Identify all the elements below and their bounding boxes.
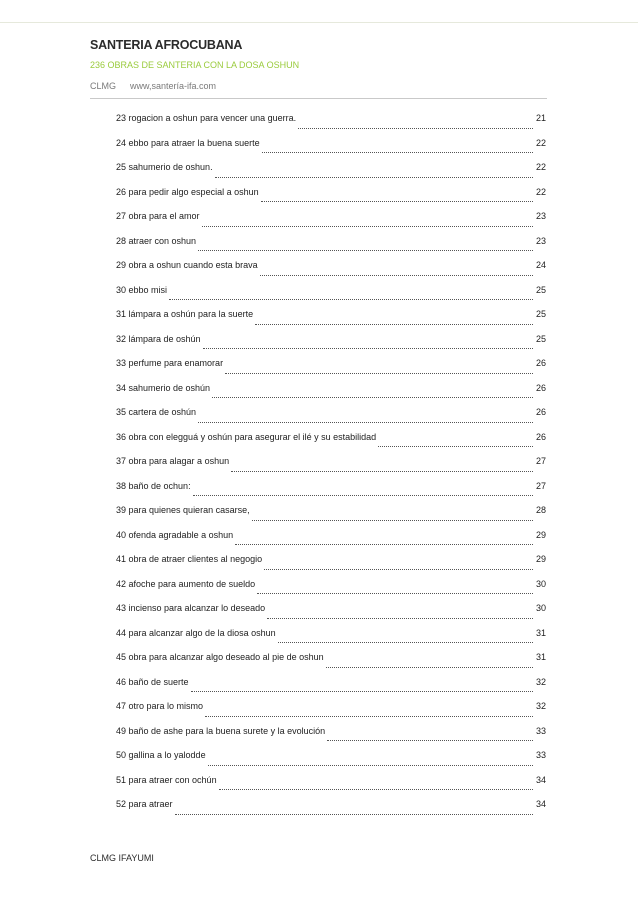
toc-page-number: 22	[535, 162, 546, 173]
toc-page-number: 25	[535, 284, 546, 295]
toc-dot-leader	[203, 348, 533, 349]
toc-page-number: 23	[535, 211, 546, 222]
toc-page-number: 30	[535, 603, 546, 614]
toc-page-number: 34	[535, 799, 546, 810]
toc-entry-title: 37 obra para alagar a oshun	[116, 456, 230, 467]
toc-page-number: 33	[535, 725, 546, 736]
toc-entry-title: 44 para alcanzar algo de la diosa oshun	[116, 627, 276, 638]
toc-page-number: 27	[535, 480, 546, 491]
toc-entry-title: 47 otro para lo mismo	[116, 701, 204, 712]
table-of-contents	[116, 113, 546, 824]
toc-dot-leader	[202, 226, 533, 227]
toc-entry[interactable]	[116, 138, 546, 163]
toc-entry-title: 33 perfume para enamorar	[116, 358, 224, 369]
toc-dot-leader	[327, 740, 533, 741]
toc-page-number: 24	[535, 260, 546, 271]
toc-page-number: 23	[535, 235, 546, 246]
toc-entry-title: 29 obra a oshun cuando esta brava	[116, 260, 258, 271]
toc-page-number: 26	[535, 358, 546, 369]
toc-entry[interactable]	[116, 113, 546, 138]
source-website: www,santería-ifa.com	[130, 81, 217, 91]
source-label: CLMG	[90, 81, 117, 91]
toc-page-number: 22	[535, 137, 546, 148]
toc-page-number: 29	[535, 529, 546, 540]
toc-entry[interactable]	[116, 579, 546, 604]
toc-entry-title: 39 para quienes quieran casarse,	[116, 505, 250, 516]
toc-entry[interactable]	[116, 799, 546, 824]
toc-dot-leader	[175, 814, 533, 815]
toc-page-number: 26	[535, 382, 546, 393]
toc-entry-title: 34 sahumerio de oshún	[116, 382, 211, 393]
toc-entry[interactable]	[116, 285, 546, 310]
toc-entry[interactable]	[116, 358, 546, 383]
toc-page-number: 32	[535, 701, 546, 712]
toc-entry[interactable]	[116, 187, 546, 212]
toc-page-number: 26	[535, 431, 546, 442]
toc-page-number: 33	[535, 750, 546, 761]
toc-entry-title: 45 obra para alcanzar algo deseado al pie de oshun	[116, 652, 324, 663]
toc-page-number: 27	[535, 456, 546, 467]
toc-dot-leader	[260, 275, 533, 276]
toc-entry-title: 36 obra con elegguá y oshún para asegurar el ilé y su estabilidad	[116, 431, 377, 442]
toc-entry-title: 50 gallina a lo yalodde	[116, 750, 206, 761]
toc-entry[interactable]	[116, 236, 546, 261]
document-source	[90, 80, 546, 92]
toc-dot-leader	[326, 667, 533, 668]
toc-dot-leader	[255, 324, 533, 325]
toc-dot-leader	[278, 642, 533, 643]
toc-entry[interactable]	[116, 334, 546, 359]
toc-entry-title: 42 afoche para aumento de sueldo	[116, 578, 256, 589]
toc-entry-title: 28 atraer con oshun	[116, 235, 197, 246]
toc-dot-leader	[264, 569, 533, 570]
toc-entry[interactable]	[116, 383, 546, 408]
header-divider	[90, 98, 547, 99]
toc-dot-leader	[252, 520, 533, 521]
toc-entry[interactable]	[116, 162, 546, 187]
toc-dot-leader	[257, 593, 533, 594]
toc-entry-title: 46 baño de suerte	[116, 676, 189, 687]
toc-entry[interactable]	[116, 701, 546, 726]
toc-entry[interactable]	[116, 652, 546, 677]
toc-entry[interactable]	[116, 505, 546, 530]
toc-entry-title: 25 sahumerio de oshun.	[116, 162, 213, 173]
top-divider	[0, 22, 638, 23]
toc-entry[interactable]	[116, 456, 546, 481]
page-header	[90, 36, 546, 92]
toc-dot-leader	[193, 495, 533, 496]
toc-page-number: 29	[535, 554, 546, 565]
toc-entry[interactable]	[116, 432, 546, 457]
toc-entry-title: 31 lámpara a oshún para la suerte	[116, 309, 254, 320]
toc-page-number: 25	[535, 333, 546, 344]
toc-dot-leader	[198, 422, 533, 423]
toc-entry-title: 32 lámpara de oshún	[116, 333, 201, 344]
toc-entry-title: 52 para atraer	[116, 799, 173, 810]
toc-page-number: 21	[535, 113, 546, 123]
toc-entry[interactable]	[116, 481, 546, 506]
toc-entry-title: 40 ofenda agradable a oshun	[116, 529, 234, 540]
toc-page-number: 28	[535, 505, 546, 516]
toc-dot-leader	[231, 471, 533, 472]
toc-entry[interactable]	[116, 726, 546, 751]
toc-entry-title: 38 baño de ochun:	[116, 480, 191, 491]
document-title: SANTERIA AFROCUBANA	[90, 38, 243, 52]
toc-dot-leader	[267, 618, 533, 619]
toc-dot-leader	[219, 789, 533, 790]
toc-entry[interactable]	[116, 603, 546, 628]
toc-dot-leader	[262, 152, 533, 153]
toc-entry[interactable]	[116, 775, 546, 800]
toc-entry[interactable]	[116, 628, 546, 653]
toc-dot-leader	[215, 177, 533, 178]
toc-entry-title: 41 obra de atraer clientes al negogio	[116, 554, 263, 565]
toc-entry-title: 49 baño de ashe para la buena surete y la evolución	[116, 725, 326, 736]
toc-entry-title: 35 cartera de oshún	[116, 407, 197, 418]
toc-entry[interactable]	[116, 750, 546, 775]
toc-dot-leader	[212, 397, 533, 398]
toc-entry-title: 30 ebbo misi	[116, 284, 168, 295]
toc-page-number: 31	[535, 652, 546, 663]
toc-page-number: 26	[535, 407, 546, 418]
toc-page-number: 22	[535, 186, 546, 197]
toc-entry[interactable]	[116, 211, 546, 236]
toc-entry[interactable]	[116, 407, 546, 432]
toc-entry[interactable]	[116, 530, 546, 555]
toc-page-number: 30	[535, 578, 546, 589]
toc-entry-title: 43 incienso para alcanzar lo deseado	[116, 603, 266, 614]
toc-page-number: 25	[535, 309, 546, 320]
toc-dot-leader	[298, 128, 533, 129]
toc-entry[interactable]	[116, 309, 546, 334]
toc-page-number: 32	[535, 676, 546, 687]
toc-dot-leader	[261, 201, 533, 202]
toc-dot-leader	[205, 716, 533, 717]
toc-page-number: 31	[535, 627, 546, 638]
toc-entry-title: 27 obra para el amor	[116, 211, 200, 222]
toc-entry[interactable]	[116, 554, 546, 579]
toc-entry-title: 24 ebbo para atraer la buena suerte	[116, 137, 260, 148]
toc-entry[interactable]	[116, 260, 546, 285]
toc-dot-leader	[235, 544, 533, 545]
toc-dot-leader	[198, 250, 533, 251]
toc-entry-title: 23 rogacion a oshun para vencer una guerra.	[116, 113, 297, 123]
toc-dot-leader	[225, 373, 533, 374]
toc-entry-title: 26 para pedir algo especial a oshun	[116, 186, 259, 197]
toc-entry-title: 51 para atraer con ochún	[116, 774, 217, 785]
toc-dot-leader	[169, 299, 533, 300]
toc-dot-leader	[378, 446, 533, 447]
toc-page-number: 34	[535, 774, 546, 785]
toc-dot-leader	[191, 691, 533, 692]
toc-dot-leader	[208, 765, 533, 766]
page-footer: CLMG IFAYUMI	[90, 853, 154, 863]
toc-entry[interactable]	[116, 677, 546, 702]
document-subtitle: 236 OBRAS DE SANTERIA CON LA DOSA OSHUN	[90, 60, 300, 70]
